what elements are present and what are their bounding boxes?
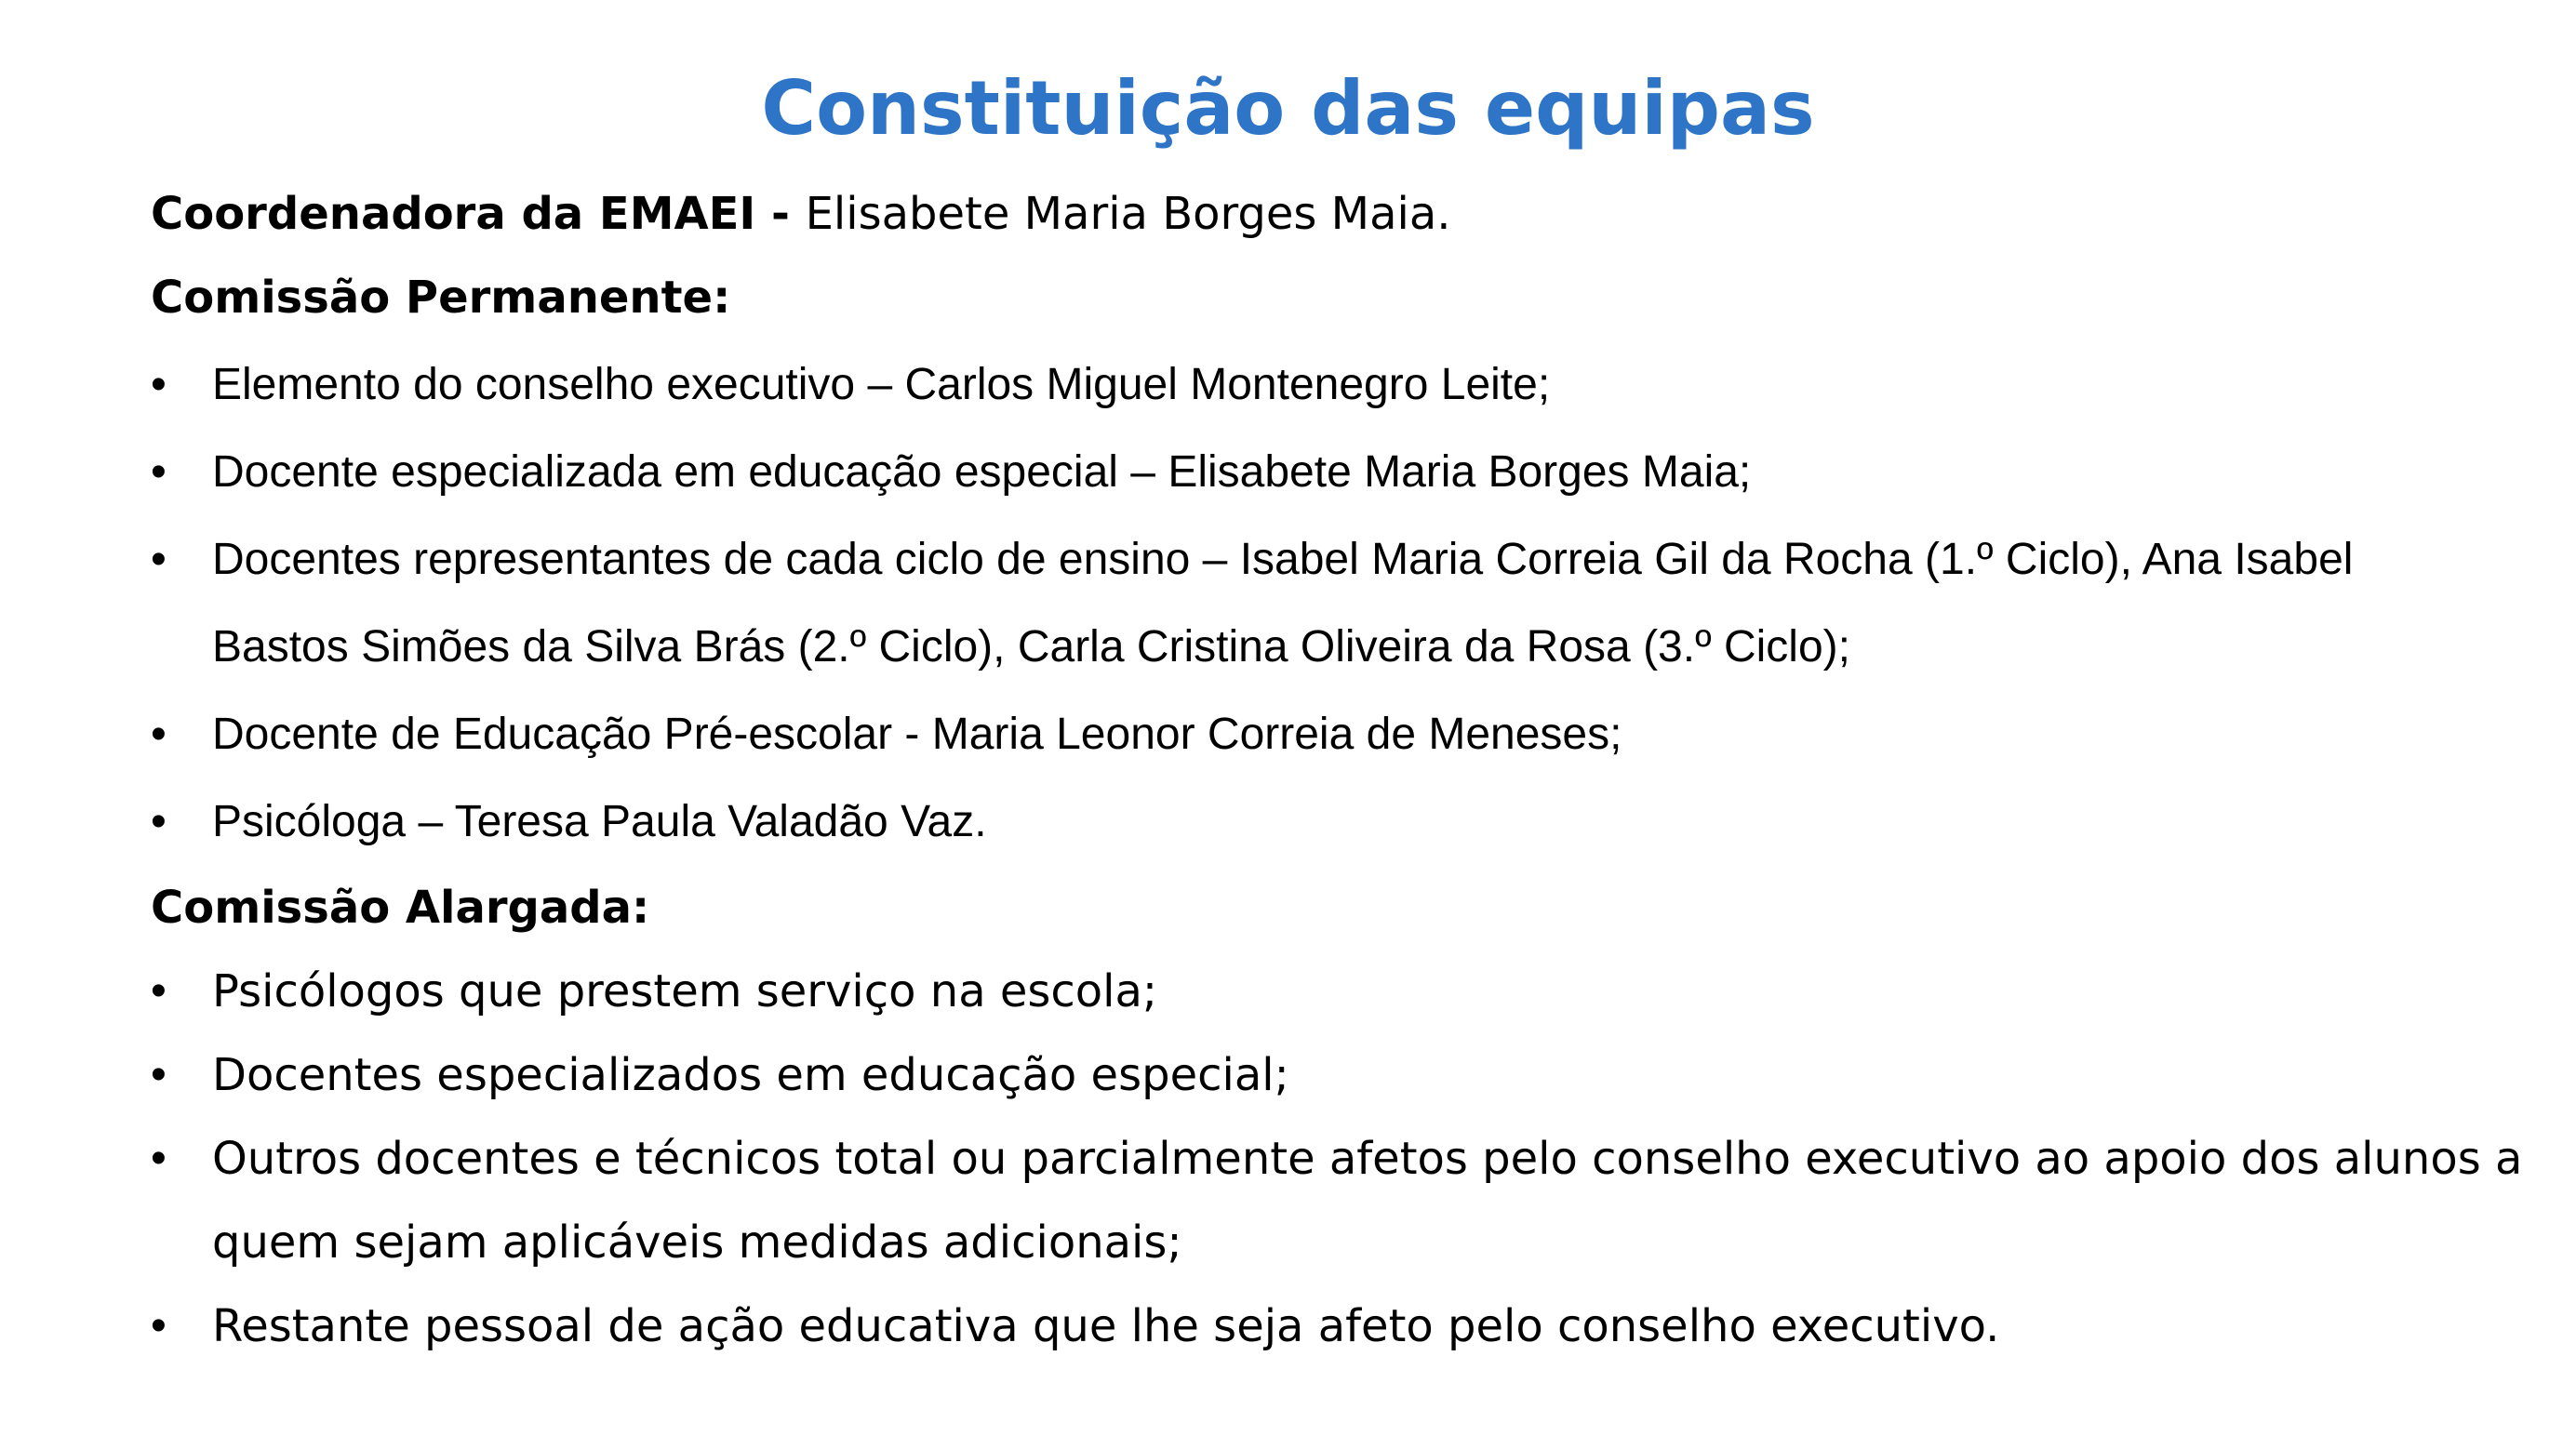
bullet-icon: • xyxy=(151,1050,167,1099)
bullet-icon: • xyxy=(151,535,167,584)
coordinator-name: Elisabete Maria Borges Maia. xyxy=(805,188,1451,240)
coordinator-label: Coordenadora da EMAEI - xyxy=(151,188,806,240)
list-item-continuation: Bastos Simões da Silva Brás (2.º Ciclo), Carla Cristina Oliveira da Rosa (3.º Ciclo); xyxy=(212,622,1850,671)
bullet-icon: • xyxy=(151,447,167,497)
list-item-text: Docentes especializados em educação especial; xyxy=(212,1049,1289,1101)
page-title: Constituição das equipas xyxy=(761,65,1815,152)
list-item-text: Outros docentes e técnicos total ou parcialmente afetos pelo conselho executivo ao apoio dos alunos a xyxy=(212,1133,2523,1185)
bullet-icon: • xyxy=(151,1301,167,1350)
bullet-icon: • xyxy=(151,966,167,1016)
bullet-icon: • xyxy=(151,797,167,846)
permanent-heading: Comissão Permanente: xyxy=(151,272,731,324)
list-item-text: Docente especializada em educação especial – Elisabete Maria Borges Maia; xyxy=(212,447,1752,497)
bullet-icon: • xyxy=(151,710,167,759)
bullet-icon: • xyxy=(151,1134,167,1183)
bullet-icon: • xyxy=(151,360,167,409)
list-item-continuation: quem sejam aplicáveis medidas adicionais; xyxy=(212,1216,1182,1269)
extended-heading: Comissão Alargada: xyxy=(151,882,650,934)
list-item-text: Docentes representantes de cada ciclo de ensino – Isabel Maria Correia Gil da Rocha (1.º Ciclo), Ana Isabel xyxy=(212,535,2354,584)
coordinator-line xyxy=(151,186,1450,242)
list-item-text: Psicólogos que prestem serviço na escola; xyxy=(212,965,1158,1017)
list-item-text: Restante pessoal de ação educativa que lhe seja afeto pelo conselho executivo. xyxy=(212,1300,2000,1352)
list-item-text: Elemento do conselho executivo – Carlos Miguel Montenegro Leite; xyxy=(212,360,1551,409)
list-item-text: Psicóloga – Teresa Paula Valadão Vaz. xyxy=(212,797,987,846)
list-item-text: Docente de Educação Pré-escolar - Maria Leonor Correia de Meneses; xyxy=(212,710,1622,759)
